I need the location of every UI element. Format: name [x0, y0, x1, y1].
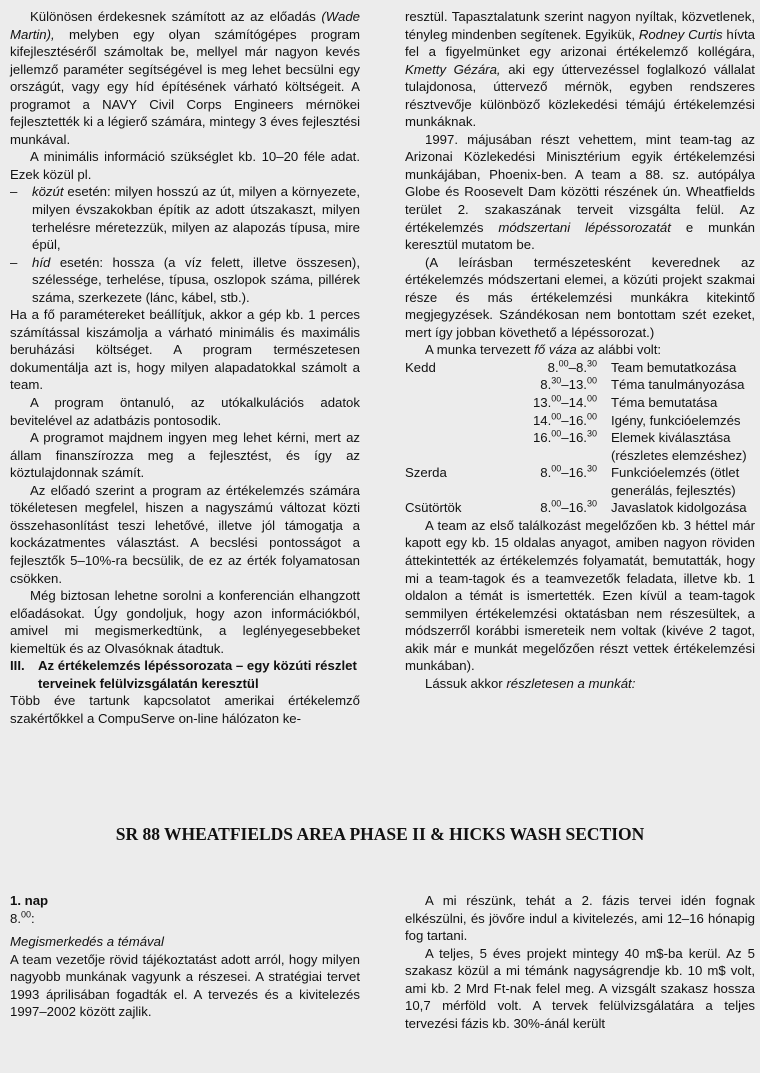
- schedule-row: [405, 412, 755, 430]
- schedule-day: Csütörtök: [405, 500, 462, 516]
- schedule-day: [405, 412, 497, 430]
- schedule-task: Javaslatok kidolgozása: [611, 500, 747, 516]
- right-paragraph-3: (A leírásban természetesként keverednek az értékelemzés módszertani elemei, a közúti projekt szakmai része és más értékelemzési munkákra kitekintő megjegyzések. Szándékosan nem bontottam szét ezeket, mert így jobban követhető a lépéssorozat.): [405, 254, 755, 340]
- right-paragraph-1: resztül. Tapasztalatunk szerint nagyon nyíltak, közvetlenek, tényleg mindenben segítenek. Egyikük, Rodney Curtis hívta fel a figyelmünket egy arizonai értékelemző kollégára, Kmetty Gézára, aki egy úttervezéssel foglalkozó vállalat tulajdonosa, úttervező mérnök, egyben rendszeres résztvevője különböző közlekedési témájú értékelemzési munkáknak.: [405, 9, 755, 130]
- list-item-bridge: – híd esetén: hossza (a víz felett, illetve összesen), szélessége, terhelése, típusa, oszlopok száma, pillérek száma, szerkezete (lánc, kábel, stb.).: [10, 254, 360, 305]
- schedule-task: Elemek kiválasztása (részletes elemzéshez): [611, 430, 747, 463]
- schedule-row: [405, 376, 755, 394]
- schedule-day: [405, 429, 497, 464]
- bottom-right-paragraph-1: A mi részünk, tehát a 2. fázis tervei idén fognak elkészülni, és jövőre indul a kivitelezés, ami 12–16 hónapig fog tartani.: [405, 893, 755, 944]
- section-heading: III. Az értékelemzés lépéssorozata – egy közúti részlet terveinek felülvizsgálatán keresztül: [10, 658, 357, 691]
- schedule-row: [405, 429, 755, 464]
- left-column: [10, 8, 360, 727]
- schedule-time: 13.00–14.00: [532, 393, 597, 411]
- list-item-road: – közút esetén: milyen hosszú az út, milyen a környezete, milyen évszakokban építik az adott útszakaszt, milyen terhelésre méretezzük, milyen az alapozás típusa, mire épül,: [10, 184, 360, 253]
- schedule-time: 8.00–8.30: [547, 358, 597, 375]
- left-paragraph-1: Különösen érdekesnek számított az az előadás (Wade Martin), melyben egy olyan számítógépes program kifejlesztéséről számoltak be, mellyel már nagyon kevés jellemző paraméter segítségével is meg lehet becsülni egy országút, vagy egy híd építésének várható költségeit. A programot a NAVY Civil Corps Engineers mérnökei fejlesztették ki a légierő számára, mintegy 3 éves fejlesztési munkával.: [10, 9, 360, 147]
- left-paragraph-8: Több éve tartunk kapcsolatot amerikai értékelemző szakértőkkel a CompuServe on-line hálózaton ke-: [10, 693, 360, 726]
- right-paragraph-5: A team az első találkozást megelőzően kb. 3 héttel már kapott egy kb. 15 oldalas anyagot, amiben nagyon röviden áttekintették az értékelemzés folyamatát, bemutatták, hogy mi a team-tagok és a teamvezetők feladata, illetve kb. 1 oldalon a témát is ismertették. Ezen kívül a team-tagok semmilyen értékelemzési oktatásban nem részesültek, a módszerről korábbi ismereteik nem voltak (kivéve 2 tagot, akik már e munkát megelőzően részt vettek értékelemzési munkában).: [405, 517, 755, 674]
- schedule-row: [405, 394, 755, 412]
- schedule-day: [405, 376, 497, 394]
- day-time: 8.00:: [10, 909, 35, 926]
- bottom-right-column: [405, 892, 755, 1032]
- bottom-left-column: [10, 892, 360, 1021]
- left-paragraph-7: Még biztosan lehetne sorolni a konferencián elhangzott előadásokat. Úgy gondoljuk, hogy azon információkból, amivel mi megismerkedtünk, a leglényegesebbeket kiemeltük és az Olvasóknak átadtuk.: [10, 588, 360, 656]
- right-paragraph-6: Lássuk akkor részletesen a munkát:: [425, 675, 636, 691]
- right-paragraph-2: 1997. májusában részt vehettem, mint team-tag az Arizonai Közlekedési Minisztérium egyik értékelemzési munkájában, Phoenix-ben. A team a 88. sz. autópálya Globe és Roosevelt Dam közötti részének ún. Wheatfields terület 2. szakaszának terveit vizsgálta felül. Az értékelemzés módszertani lépéssorozatát e munkán keresztül mutatom be.: [405, 131, 755, 253]
- right-paragraph-4: A munka tervezett fő váza az alábbi volt:: [425, 342, 662, 358]
- schedule-table: [405, 359, 755, 517]
- right-column: [405, 8, 755, 692]
- left-paragraph-3: Ha a fő paramétereket beállítjuk, akkor a gép kb. 1 perces számítással kiszámolja a várható minimális és maximális beruházási költséget. A program természetesen dokumentálja azt is, hogy milyen alapadatokkal számolt a team.: [10, 307, 360, 393]
- day-subtitle: Megismerkedés a témával: [10, 934, 164, 950]
- left-paragraph-4: A program öntanuló, az utókalkulációs adatok bevitelével az adatbázis pontosodik.: [10, 395, 360, 428]
- left-paragraph-5: A programot majdnem ingyen meg lehet kérni, mert az állam finanszírozza meg a fejlesztést, és így az köztulajdonnak számít.: [10, 430, 360, 481]
- left-paragraph-2: A minimális információ szükséglet kb. 10–20 féle adat. Ezek közül pl.: [10, 149, 360, 182]
- schedule-time: 16.00–16.30: [532, 428, 597, 446]
- schedule-row: [405, 499, 755, 517]
- schedule-time: 14.00–16.00: [532, 411, 597, 428]
- schedule-task: Téma bemutatása: [611, 395, 718, 411]
- schedule-day: [405, 394, 497, 412]
- schedule-task: Igény, funkcióelemzés: [611, 412, 741, 428]
- section-banner: SR 88 WHEATFIELDS AREA PHASE II & HICKS WASH SECTION: [115, 824, 645, 844]
- day-heading: 1. nap: [10, 893, 49, 908]
- schedule-day: Kedd: [405, 359, 436, 375]
- schedule-row: [405, 359, 755, 377]
- schedule-time: 8.00–16.30: [540, 498, 597, 516]
- schedule-task: Team bemutatkozása: [611, 359, 737, 375]
- schedule-row: [405, 464, 755, 499]
- bottom-left-paragraph-1: A team vezetője rövid tájékoztatást adott arról, hogy milyen nagyobb munkának vagyunk a részesei. A stratégiai tervet 1993 áprilisában fogadták el. A tervezés és a kivitelezés 1997–2002 között zajlik.: [10, 951, 360, 1020]
- schedule-task: Téma tanulmányozása: [611, 377, 745, 393]
- schedule-time: 8.30–13.00: [540, 376, 597, 393]
- schedule-time: 8.00–16.30: [540, 463, 597, 481]
- schedule-task: Funkcióelemzés (ötlet generálás, fejlesztés): [611, 465, 740, 498]
- schedule-day: Szerda: [405, 465, 447, 481]
- bottom-right-paragraph-2: A teljes, 5 éves projekt mintegy 40 m$-ba kerül. Az 5 szakasz közül a mi témánk nagyságrendje kb. 10 m$ volt, ami kb. 2 Mrd Ft-nak felel meg. A vizsgált szakasz hossza 10,7 mérföld volt. A tervek felülvizsgálatára a teljes tervezési fázis kb. 30%-ánál került: [405, 945, 755, 1031]
- left-paragraph-6: Az előadó szerint a program az értékelemzés számára tökéletesen megfelel, hiszen a nagyszámú változat közti összehasonlítást teszi lehetővé, illetve jól támogatja a kockázatmentes választást. A becslési pontosságot a fejlesztők 5–10%-ra becsülik, de ez az érték folyamatosan csökken.: [10, 482, 360, 586]
